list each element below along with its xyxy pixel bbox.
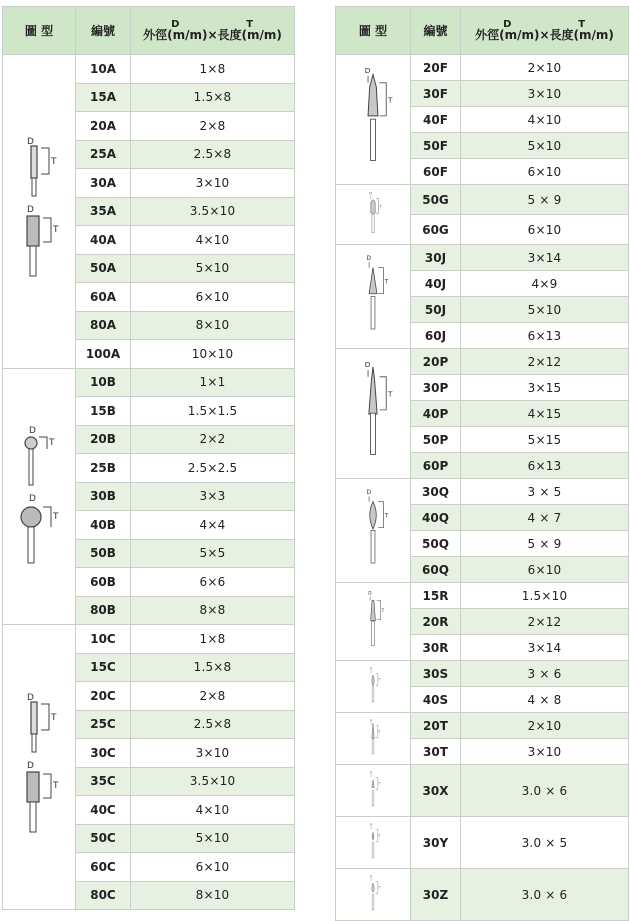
size-cell: 2×8 [131, 682, 295, 711]
size-cell: 5 × 9 [461, 185, 629, 215]
tool-pointed-taper-icon [343, 716, 403, 762]
size-cell: 2.5×8 [131, 140, 295, 169]
size-cell: 4×15 [461, 401, 629, 427]
code-cell: 30Y [411, 817, 461, 869]
tool-drop-icon [343, 872, 403, 918]
figure-t-label: T [387, 389, 393, 399]
code-cell: 50P [411, 427, 461, 453]
code-cell: 50B [76, 539, 131, 568]
figure-cell [3, 625, 76, 910]
code-cell: 20T [411, 713, 461, 739]
figure-t-label: T [384, 512, 389, 519]
code-cell: 15R [411, 583, 461, 609]
figure-t-label: T [51, 713, 57, 723]
code-cell: 20P [411, 349, 461, 375]
tool-flame-long-icon [343, 352, 403, 476]
code-cell: 30J [411, 245, 461, 271]
code-cell: 40A [76, 226, 131, 255]
size-cell: 3×3 [131, 482, 295, 511]
size-cell: 3×10 [461, 739, 629, 765]
code-cell: 20R [411, 609, 461, 635]
size-cell: 1×8 [131, 55, 295, 84]
code-cell: 30B [76, 482, 131, 511]
figure-d-label: D [27, 205, 34, 216]
code-cell: 25A [76, 140, 131, 169]
code-cell: 50G [411, 185, 461, 215]
code-cell: 80C [76, 881, 131, 910]
size-cell: 1.5×8 [131, 83, 295, 112]
figure-t-label: T [378, 833, 381, 838]
tool-cone-icon [343, 248, 403, 346]
size-cell: 6×10 [131, 283, 295, 312]
tool-small-egg-icon [343, 820, 403, 866]
size-cell: 2×10 [461, 713, 629, 739]
size-cell: 6×6 [131, 568, 295, 597]
figure-d-label: D [366, 255, 371, 262]
figure-cell [336, 817, 411, 869]
tool-tree-rounded-icon [343, 188, 403, 242]
code-cell: 10A [76, 55, 131, 84]
figure-d-label: D [369, 718, 373, 723]
figure-t-label: T [381, 608, 385, 614]
figure-t-label: T [53, 225, 59, 236]
code-cell: 40Q [411, 505, 461, 531]
code-cell: 30X [411, 765, 461, 817]
size-cell: 2×10 [461, 55, 629, 81]
size-cell: 5×15 [461, 427, 629, 453]
size-cell: 5×10 [461, 297, 629, 323]
table-row [336, 185, 629, 215]
len-letter: T [578, 19, 586, 30]
code-cell: 20A [76, 112, 131, 141]
size-cell: 3×15 [461, 375, 629, 401]
size-cell: 2×12 [461, 349, 629, 375]
figure-cell [336, 713, 411, 765]
size-cell: 2×12 [461, 609, 629, 635]
size-cell: 6×10 [461, 215, 629, 245]
table-row [336, 661, 629, 687]
size-cell: 4×10 [131, 226, 295, 255]
header-row [3, 7, 295, 55]
size-cell: 3×14 [461, 245, 629, 271]
table-row [336, 245, 629, 271]
col-header-dimensions [131, 7, 295, 55]
size-cell: 4×10 [131, 796, 295, 825]
table-row [336, 765, 629, 817]
times-sign: × [207, 28, 218, 42]
size-cell: 1.5×1.5 [131, 397, 295, 426]
code-cell: 30Q [411, 479, 461, 505]
figure-cell [336, 583, 411, 661]
size-cell: 2×8 [131, 112, 295, 141]
table-row [336, 869, 629, 921]
size-cell: 5×5 [131, 539, 295, 568]
tool-small-cone-icon [343, 768, 403, 814]
code-cell: 60B [76, 568, 131, 597]
code-cell: 20F [411, 55, 461, 81]
code-cell: 30Z [411, 869, 461, 921]
figure-t-label: T [51, 157, 57, 168]
code-cell: 80B [76, 596, 131, 625]
figure-d-label: D [27, 693, 34, 703]
size-cell: 6×13 [461, 453, 629, 479]
col-header-code: 編號 [411, 7, 461, 55]
table-row [3, 55, 295, 84]
code-cell: 50Q [411, 531, 461, 557]
size-cell: 3.0 × 6 [461, 869, 629, 921]
code-cell: 60A [76, 283, 131, 312]
size-cell: 10×10 [131, 340, 295, 369]
size-cell: 3.0 × 5 [461, 817, 629, 869]
tool-egg-icon [343, 664, 403, 710]
len-label: 長度(m/m) [217, 28, 282, 42]
code-cell: 60J [411, 323, 461, 349]
figure-d-label: D [369, 190, 372, 195]
size-cell: 6×10 [131, 853, 295, 882]
col-header-type: 圖 型 [3, 7, 76, 55]
figure-cell [336, 55, 411, 185]
figure-d-label: D [369, 666, 373, 671]
code-cell: 35A [76, 197, 131, 226]
code-cell: 30P [411, 375, 461, 401]
code-cell: 40S [411, 687, 461, 713]
code-cell: 100A [76, 340, 131, 369]
figure-d-label: D [27, 137, 34, 148]
code-cell: 30C [76, 739, 131, 768]
size-cell: 1×1 [131, 368, 295, 397]
figure-t-label: T [378, 729, 381, 734]
figure-cell [336, 869, 411, 921]
code-cell: 60F [411, 159, 461, 185]
size-cell: 6×13 [461, 323, 629, 349]
figure-t-label: T [378, 677, 381, 682]
figure-cell [336, 245, 411, 349]
figure-t-label: T [379, 203, 382, 208]
code-cell: 30F [411, 81, 461, 107]
figure-cell [336, 765, 411, 817]
size-cell: 6×10 [461, 557, 629, 583]
figure-t-label: T [53, 781, 59, 791]
col-header-type: 圖 型 [336, 7, 411, 55]
figure-d-label: D [364, 359, 371, 369]
code-cell: 30R [411, 635, 461, 661]
code-cell: 15A [76, 83, 131, 112]
table-row [336, 583, 629, 609]
size-cell: 3 × 6 [461, 661, 629, 687]
code-cell: 30A [76, 169, 131, 198]
figure-cell [336, 349, 411, 479]
code-cell: 60G [411, 215, 461, 245]
code-cell: 80A [76, 311, 131, 340]
size-cell: 3.0 × 6 [461, 765, 629, 817]
size-cell: 6×10 [461, 159, 629, 185]
figure-d-label: D [366, 489, 371, 496]
times-sign: × [539, 28, 550, 42]
tool-ball-pair-icon [9, 421, 69, 571]
dia-label: 外徑(m/m) [143, 28, 208, 42]
tool-cylinder-pair-icon [9, 136, 69, 286]
code-cell: 40P [411, 401, 461, 427]
figure-t-label: T [49, 438, 55, 449]
figure-cell [336, 661, 411, 713]
code-cell: 15B [76, 397, 131, 426]
size-cell: 3.5×10 [131, 767, 295, 796]
code-cell: 60C [76, 853, 131, 882]
code-cell: 15C [76, 653, 131, 682]
code-cell: 40J [411, 271, 461, 297]
size-cell: 4×10 [461, 107, 629, 133]
table-row [3, 368, 295, 397]
table-row [336, 479, 629, 505]
size-cell: 3×10 [131, 739, 295, 768]
len-label: 長度(m/m) [549, 28, 614, 42]
size-cell: 4×4 [131, 511, 295, 540]
table-row [3, 625, 295, 654]
figure-t-label: T [384, 278, 389, 285]
code-cell: 50A [76, 254, 131, 283]
size-cell: 3×10 [461, 81, 629, 107]
size-cell: 3×10 [131, 169, 295, 198]
size-cell: 5×10 [131, 254, 295, 283]
size-cell: 8×10 [131, 311, 295, 340]
tool-oval-icon [343, 482, 403, 580]
code-cell: 30T [411, 739, 461, 765]
dia-label: 外徑(m/m) [475, 28, 540, 42]
code-cell: 20C [76, 682, 131, 711]
figure-d-label: D [369, 770, 373, 775]
code-cell: 40F [411, 107, 461, 133]
code-cell: 60Q [411, 557, 461, 583]
figure-d-label: D [29, 426, 36, 437]
size-cell: 3.5×10 [131, 197, 295, 226]
figure-d-label: D [29, 494, 36, 505]
code-cell: 40C [76, 796, 131, 825]
dia-letter: D [503, 19, 512, 30]
size-cell: 8×10 [131, 881, 295, 910]
size-cell: 5×10 [461, 133, 629, 159]
table-row [336, 713, 629, 739]
code-cell: 60P [411, 453, 461, 479]
size-cell: 4 × 8 [461, 687, 629, 713]
code-cell: 25B [76, 454, 131, 483]
size-cell: 3 × 5 [461, 479, 629, 505]
size-cell: 2.5×8 [131, 710, 295, 739]
figure-cell [336, 479, 411, 583]
code-cell: 10C [76, 625, 131, 654]
code-cell: 50C [76, 824, 131, 853]
figure-t-label: T [378, 781, 381, 786]
len-letter: T [246, 19, 254, 30]
figure-d-label: D [369, 822, 373, 827]
size-cell: 8×8 [131, 596, 295, 625]
code-cell: 50F [411, 133, 461, 159]
size-cell: 5 × 9 [461, 531, 629, 557]
code-cell: 35C [76, 767, 131, 796]
table-row [336, 55, 629, 81]
figure-d-label: D [369, 874, 373, 879]
figure-t-label: T [387, 95, 393, 105]
figure-cell [3, 368, 76, 625]
size-cell: 4×9 [461, 271, 629, 297]
table-row [336, 349, 629, 375]
figure-d-label: D [364, 65, 371, 75]
code-cell: 50J [411, 297, 461, 323]
size-cell: 2×2 [131, 425, 295, 454]
dia-letter: D [171, 19, 180, 30]
size-cell: 2.5×2.5 [131, 454, 295, 483]
tool-taper-icon [343, 586, 403, 658]
size-cell: 1.5×10 [461, 583, 629, 609]
figure-cell [336, 185, 411, 245]
size-cell: 1.5×8 [131, 653, 295, 682]
col-header-dimensions [461, 7, 629, 55]
size-cell: 5×10 [131, 824, 295, 853]
spec-table-right [335, 6, 629, 921]
table-row [336, 817, 629, 869]
header-row [336, 7, 629, 55]
code-cell: 10B [76, 368, 131, 397]
figure-d-label: D [368, 591, 372, 597]
tool-pointed-cone-icon [343, 58, 403, 182]
code-cell: 30S [411, 661, 461, 687]
figure-t-label: T [378, 885, 381, 890]
size-cell: 3×14 [461, 635, 629, 661]
code-cell: 25C [76, 710, 131, 739]
figure-d-label: D [27, 761, 34, 771]
code-cell: 40B [76, 511, 131, 540]
size-cell: 1×8 [131, 625, 295, 654]
tool-cylinder-pair-icon [9, 692, 69, 842]
figure-t-label: T [53, 512, 59, 523]
code-cell: 20B [76, 425, 131, 454]
size-cell: 4 × 7 [461, 505, 629, 531]
col-header-code: 編號 [76, 7, 131, 55]
figure-cell [3, 55, 76, 369]
spec-table-left [2, 6, 295, 910]
